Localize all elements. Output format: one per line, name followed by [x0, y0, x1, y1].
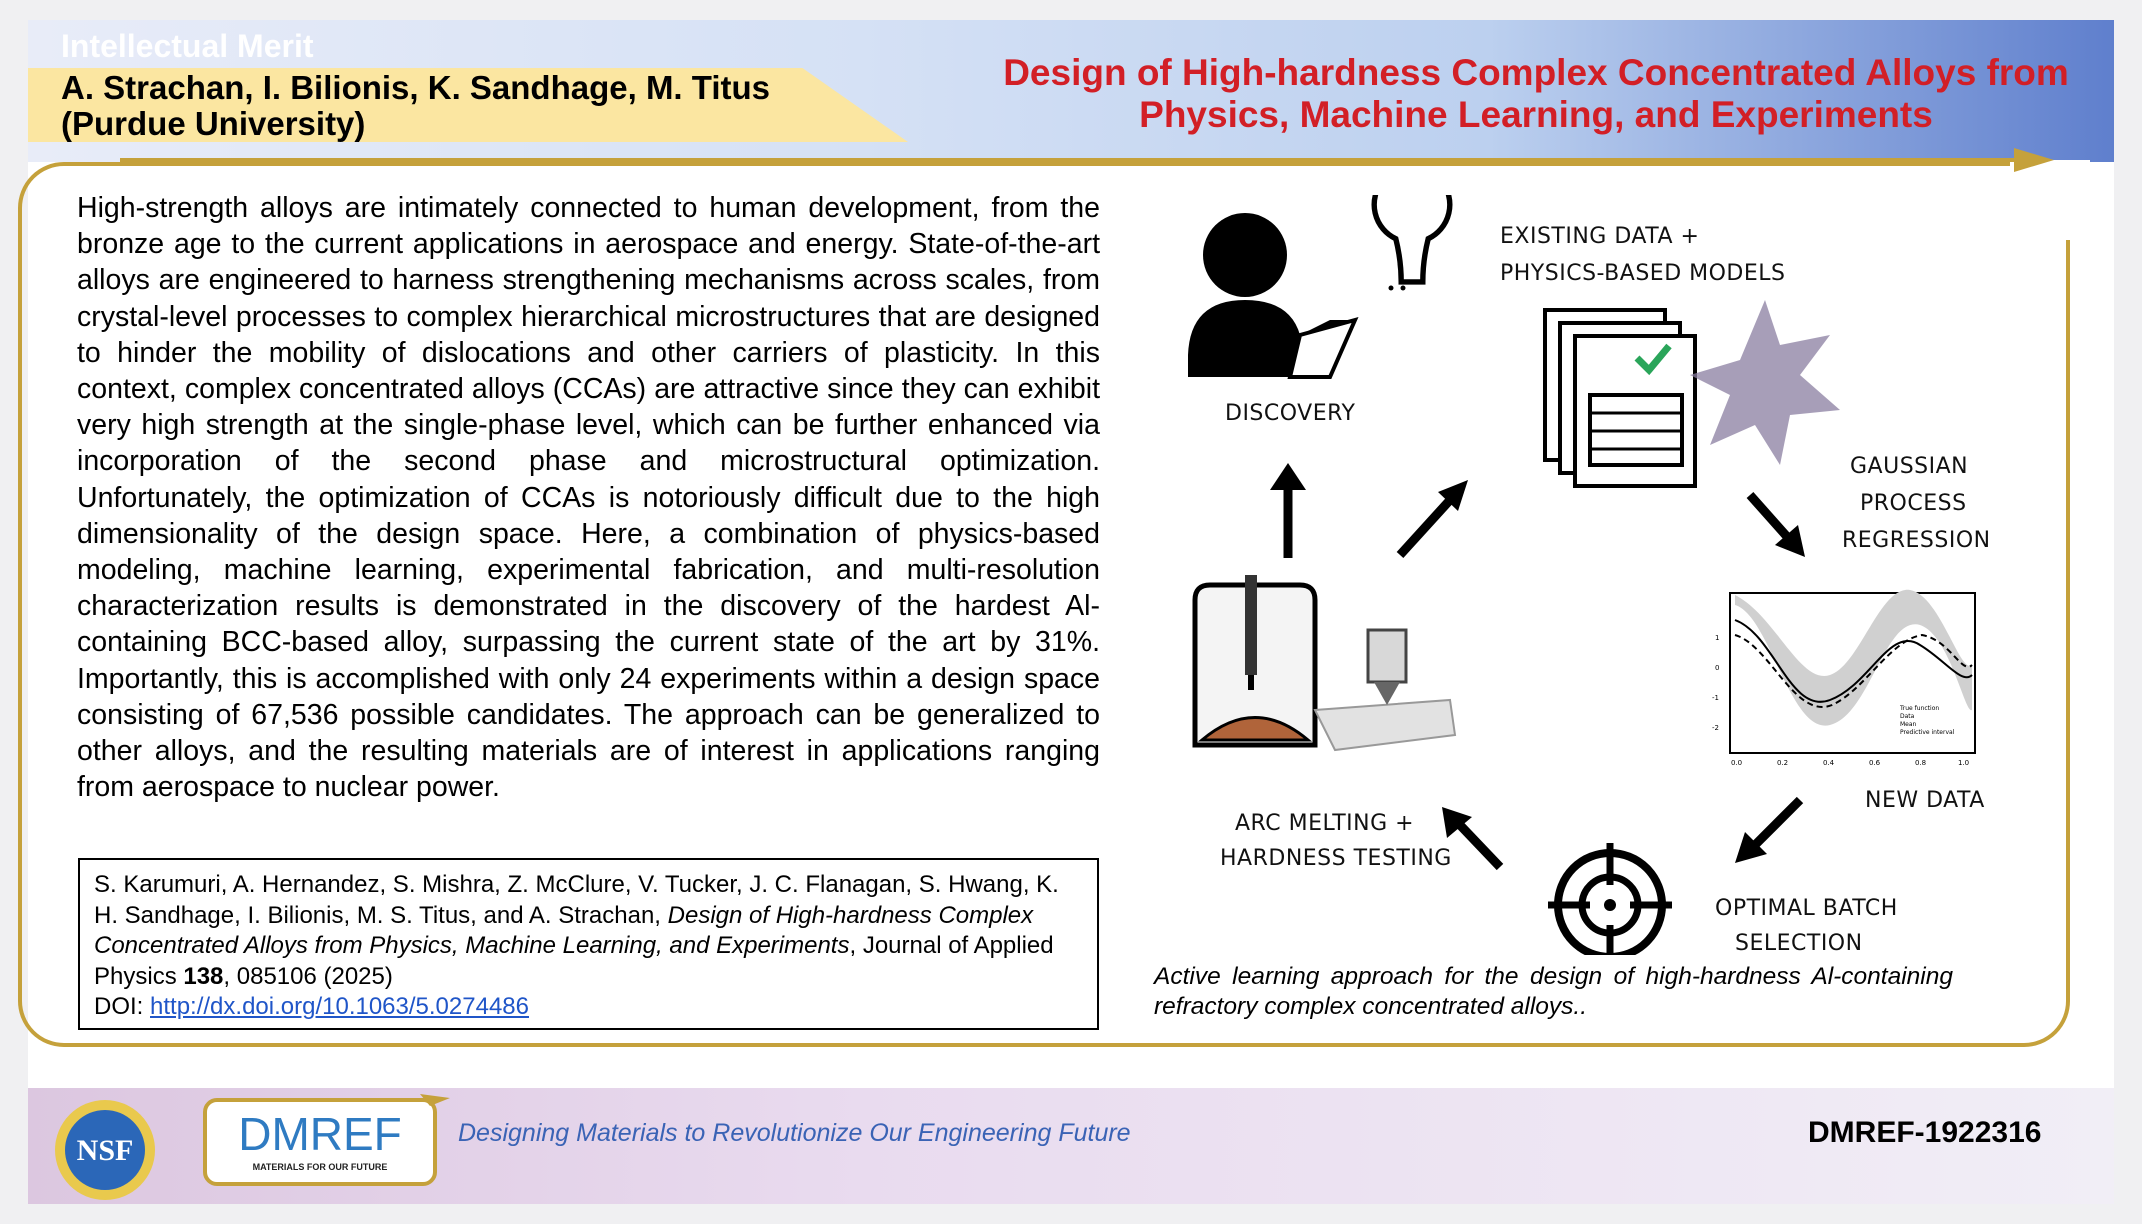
xtick-0: 0.0 [1731, 759, 1743, 767]
legend-interval: Predictive interval [1900, 729, 1955, 736]
authors [61, 70, 770, 142]
legend-data: Data [1900, 713, 1915, 720]
figure-caption: Active learning approach for the design of high-hardness Al-containing refractory complex concentrated alloys.. [1154, 963, 1953, 1020]
arc-furnace-icon [1195, 575, 1315, 745]
frame-arrow-icon [2014, 148, 2054, 172]
xtick-2: 0.4 [1823, 759, 1835, 767]
label-new-data: NEW DATA [1865, 788, 1985, 813]
award-number: DMREF-1922316 [1808, 1116, 2042, 1149]
doi-label: DOI: [94, 993, 151, 1020]
nsf-logo [50, 1095, 160, 1205]
label-arc-2: HARDNESS TESTING [1220, 846, 1452, 871]
dmref-subtitle: MATERIALS FOR OUR FUTURE [252, 1162, 388, 1172]
legend-true: True function [1900, 705, 1940, 712]
authors-affiliation: (Purdue University) [61, 105, 366, 142]
frame-gap [2010, 160, 2090, 240]
label-existing-1: EXISTING DATA + [1500, 224, 1700, 249]
dmref-logo [200, 1092, 460, 1192]
authors-names: A. Strachan, I. Bilionis, K. Sandhage, M. Titus [61, 69, 771, 106]
dmref-wordmark: DMREF [238, 1108, 402, 1160]
citation-authors: S. Karumuri, A. Hernandez, S. Mishra, Z. McClure, V. Tucker, J. C. Flanagan, S. Hwang, K. H. Sandhage, I. Bilionis, M. S. Titus, and A. Strachan, [94, 871, 1059, 929]
label-batch-2: SELECTION [1735, 931, 1863, 955]
title-line-1: Design of High-hardness Complex Concentrated Alloys from [1003, 52, 2069, 93]
xtick-1: 0.2 [1777, 759, 1789, 767]
label-batch-1: OPTIMAL BATCH [1715, 896, 1898, 921]
frame-top-bar [120, 158, 2020, 162]
label-gp-3: REGRESSION [1842, 528, 1991, 553]
lightbulb-icon [1374, 195, 1450, 291]
xtick-5: 1.0 [1958, 759, 1970, 767]
indenter-icon [1315, 630, 1455, 750]
active-learning-diagram [1150, 195, 2010, 955]
xtick-4: 0.8 [1915, 759, 1927, 767]
gp-plot [1712, 590, 1975, 767]
citation-volume: 138 [183, 962, 224, 990]
label-gp-2: PROCESS [1860, 491, 1967, 516]
ytick-0: 1 [1715, 634, 1720, 642]
target-icon [1548, 843, 1672, 955]
title-line-2: Physics, Machine Learning, and Experiments [1139, 94, 1933, 135]
header-band [28, 20, 2114, 162]
ytick-2: -1 [1712, 694, 1719, 702]
label-existing-2: PHYSICS-BASED MODELS [1500, 261, 1786, 286]
citation-box [78, 858, 1099, 1030]
label-arc-1: ARC MELTING + [1235, 811, 1415, 836]
documents-icon [1545, 310, 1695, 486]
citation-title: Design of High-hardness Complex Concentrated Alloys from Physics, Machine Learning, and Experiments [94, 901, 1034, 959]
label-gp-1: GAUSSIAN [1850, 454, 1969, 479]
page-title [958, 52, 2114, 136]
label-discovery: DISCOVERY [1225, 401, 1356, 426]
xtick-3: 0.6 [1869, 759, 1881, 767]
abstract-text: High-strength alloys are intimately connected to human development, from the bronze age to the current applications in aerospace and energy. State-of-the-art alloys are engineered to harness strengthening mechanisms across scales, from crystal-level processes to complex hierarchical microstructures that are designed to hinder the mobility of dislocations and other carriers of plasticity. In this context, complex concentrated alloys (CCAs) are attractive since they can exhibit very high strength at the single-phase level, which can be further enhanced via incorporation of the second phase and microstructural optimization. Unfortunately, the optimization of CCAs is notoriously difficult due to the high dimensionality of the design space. Here, a combination of physics-based modeling, machine learning, experimental fabrication, and multi-resolution characterization results is demonstrated in the discovery of the hardest Al-containing BCC-based alloy, surpassing the current state of the art by 31%. Importantly, this is accomplished with only 24 experiments within a design space consisting of 67,536 possible candidates. The approach can be generalized to other alloys, and the resulting materials are of interest in applications ranging from aerospace to nuclear power. [77, 192, 1100, 804]
legend-mean: Mean [1900, 721, 1917, 728]
ytick-3: -2 [1712, 724, 1719, 732]
section-label: Intellectual Merit [61, 28, 314, 64]
cycle-arrows [1270, 463, 1805, 867]
nsf-text: NSF [76, 1134, 134, 1167]
doi-link[interactable]: http://dx.doi.org/10.1063/5.0274486 [150, 993, 529, 1020]
ytick-1: 0 [1715, 664, 1720, 672]
citation-journal: , Journal of Applied Physics [94, 932, 1054, 990]
citation-pages: , 085106 (2025) [223, 962, 393, 990]
person-icon [1188, 213, 1355, 377]
footer-tagline: Designing Materials to Revolutionize Our Engineering Future [458, 1119, 1131, 1147]
latent-space-cloud-icon [1690, 300, 1840, 465]
